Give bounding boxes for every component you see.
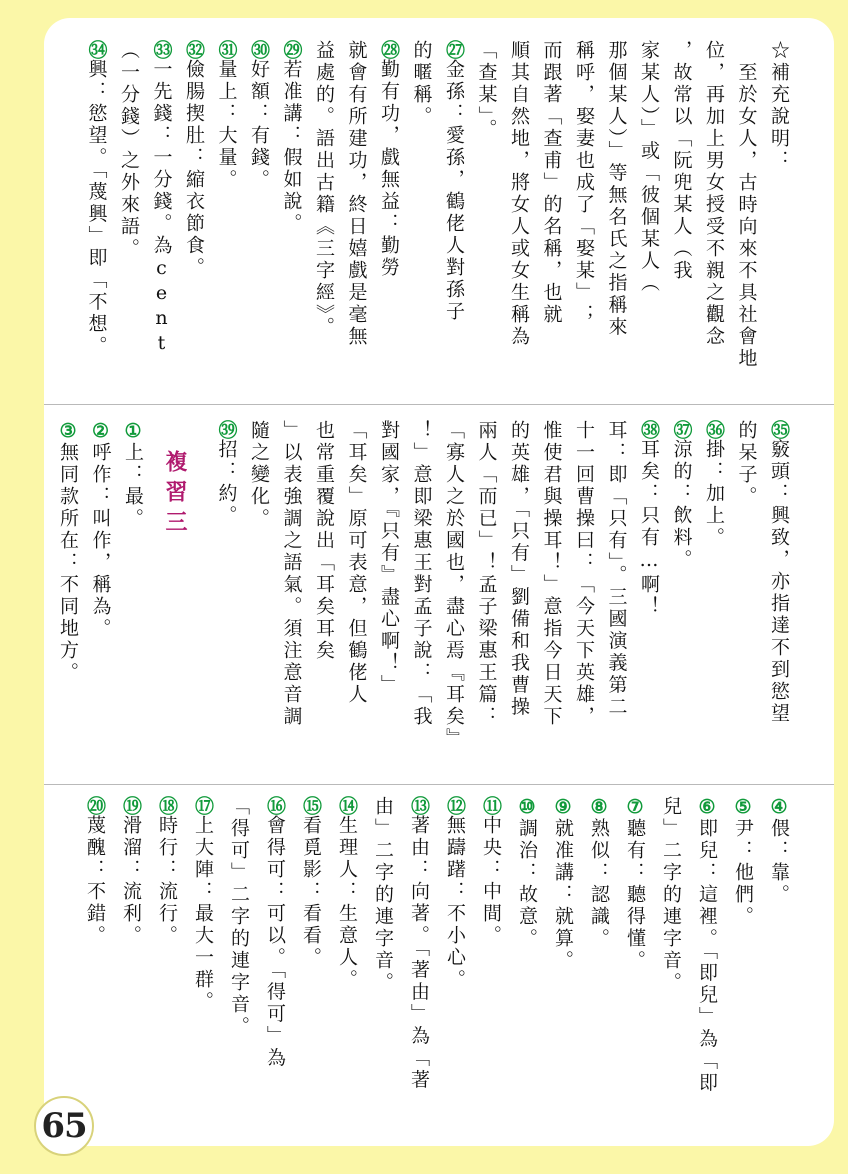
annotation-line: ㊱掛：加上。 (703, 420, 725, 549)
annotation-line: ⑬著由：向著。「著由」為「著 (408, 796, 430, 1092)
annotation-line: 十一回曹操曰：「今天下英雄， (573, 420, 595, 728)
annotation-line: ④偎：靠。 (768, 796, 790, 906)
review-heading: 複習三 (162, 450, 188, 540)
annotation-line: 的呆子。 (735, 420, 758, 508)
item-number: ㊳ (638, 420, 660, 439)
annotation-line: ㉗金孫：愛孫，鶴佬人對孫子 (443, 40, 465, 323)
item-number: ① (122, 420, 144, 442)
annotation-line: ⑧熟似：認識。 (588, 796, 610, 950)
item-number: ② (89, 420, 112, 442)
item-number: ⑧ (588, 796, 610, 818)
annotation-line: 「耳矣」原可表意，但鶴佬人 (345, 420, 368, 706)
annotation-line: ㉘勤有功，戲無益：勤勞 (378, 40, 400, 279)
annotation-line: ⑫無躊躇：不小心。 (444, 796, 466, 991)
annotation-line: 的暱稱。 (410, 40, 433, 128)
item-number: ⑳ (84, 796, 106, 815)
annotation-line: ⑤尹：他們。 (732, 796, 754, 928)
annotation-line: 對國家，『只有』盡心啊！」 (378, 420, 400, 697)
annotation-section-bottom (72, 796, 792, 1096)
annotation-line: 而跟著「查甫」的名稱，也就 (540, 40, 563, 326)
annotation-line: ☆補充說明： (768, 40, 790, 172)
annotation-line: ㊳耳矣：只有…啊！ (638, 420, 660, 618)
annotation-line: 兒」二字的連字音。 (660, 796, 682, 994)
annotation-line: 耳：即「只有」。三國演義第二 (605, 420, 628, 719)
annotation-line: 惟使君與操耳！」意指今日天下 (540, 420, 563, 728)
annotation-line: ⑪中央：中間。 (480, 796, 502, 947)
annotation-line: 那個某人）」等無名氏之指稱來 (605, 40, 628, 339)
item-number: ㊴ (215, 420, 238, 439)
annotation-line: 益處的。語出古籍《三字經》。 (313, 40, 335, 339)
annotation-line: ⑥即兒：這裡。「即兒」為「即 (696, 796, 718, 1095)
annotation-line: ⑰上大陣：最大一群。 (192, 796, 214, 1013)
section-divider-1 (44, 404, 834, 405)
item-number: ⑯ (264, 796, 286, 815)
annotation-line: 「得可」二字的連字音。 (228, 796, 250, 1038)
annotation-line: 的英雄，「只有」劉備和我曹操 (508, 420, 530, 719)
section-divider-2 (44, 784, 834, 785)
annotation-line: 「寡人之於國也，盡心焉『耳矣』 (443, 420, 465, 750)
item-number: ㉗ (443, 40, 465, 59)
item-number: ⑩ (516, 796, 538, 818)
annotation-line: 由」二字的連字音。 (372, 796, 394, 994)
item-number: ㉟ (768, 420, 790, 439)
annotation-line: ①上：最。 (122, 420, 144, 530)
annotation-line: 」以表強調之語氣。須注意音調 (280, 420, 303, 728)
item-number: ㉝ (150, 40, 173, 59)
item-number: ⑤ (732, 796, 754, 818)
annotation-line: 就會有所建功，終日嬉戲是毫無 (345, 40, 368, 348)
annotation-line: ㉙若准講：假如說。 (280, 40, 303, 235)
annotation-line: 隨之變化。 (248, 420, 270, 530)
item-number: ㊱ (703, 420, 725, 439)
annotation-line: ③無同款所在：不同地方。 (57, 420, 79, 684)
annotation-line: 家某人）」或「彼個某人（ (638, 40, 660, 295)
annotation-line: ⑳蔑醜：不錯。 (84, 796, 106, 947)
annotation-line: 「查某」。 (475, 40, 498, 141)
item-number: ③ (57, 420, 79, 442)
item-number: ⑰ (192, 796, 214, 815)
annotation-line: ⑦聽有：聽得懂。 (624, 796, 646, 972)
annotation-line: ㉟竅頭：興致，亦指達不到慾望 (768, 420, 790, 725)
annotation-line: ㉚好額：有錢。 (248, 40, 270, 191)
annotation-line: ，故常以「阮兜某人（我 (670, 40, 693, 282)
annotation-line: 兩人「而已」！孟子梁惠王篇： (475, 420, 498, 728)
item-number: ⑫ (444, 796, 466, 815)
item-number: ⑱ (156, 796, 178, 815)
annotation-line: ㉛量上：大量。 (215, 40, 238, 191)
item-number: ⑨ (552, 796, 574, 818)
item-number: ④ (768, 796, 790, 818)
annotation-line: ⑲滑溜：流利。 (120, 796, 142, 947)
annotation-line: （一分錢）之外來語。 (118, 40, 140, 260)
annotation-line: ⑭生理人：生意人。 (336, 796, 358, 991)
item-number: ㉘ (378, 40, 400, 59)
annotation-line: ！」意即梁惠王對孟子說：「我 (410, 420, 433, 728)
annotation-line: ⑱時行：流行。 (156, 796, 178, 947)
annotation-line: ⑯會得可：可以。「得可」為 (264, 796, 286, 1070)
item-number: ㉙ (280, 40, 303, 59)
item-number: ㉞ (85, 40, 108, 59)
annotation-line: ㊴招：約。 (215, 420, 238, 527)
item-number: ⑲ (120, 796, 142, 815)
item-number: ㉜ (183, 40, 205, 59)
annotation-line: ⑩調治：故意。 (516, 796, 538, 950)
item-number: ⑥ (696, 796, 718, 818)
annotation-line: ㉜儉腸揳肚：縮衣節食。 (183, 40, 205, 279)
annotation-line: 也常重覆說出「耳矣耳矣 (313, 420, 335, 662)
page-number: 65 (34, 1096, 94, 1156)
annotation-line: ⑮看覓影：看看。 (300, 796, 322, 969)
item-number: ㉛ (215, 40, 238, 59)
annotation-section-top (77, 40, 792, 400)
annotation-line: ⑨就准講：就算。 (552, 796, 574, 972)
item-number: ⑪ (480, 796, 502, 815)
item-number: ㉚ (248, 40, 270, 59)
item-number: ⑦ (624, 796, 646, 818)
annotation-line: ㊲涼的：飲料。 (670, 420, 693, 571)
annotation-line: 稱呼，娶妻也成了「娶某」； (573, 40, 595, 326)
annotation-line: ㉝一先錢：一分錢。為cent (150, 40, 173, 357)
item-number: ⑮ (300, 796, 322, 815)
annotation-line: 至於女人，古時向來不具社會地 (735, 40, 758, 370)
annotation-line: ㉞興：慾望。「蔑興」即「不想。 (85, 40, 108, 358)
item-number: ⑭ (336, 796, 358, 815)
item-number: ㊲ (670, 420, 693, 439)
annotation-line: 順其自然地，將女人或女生稱為 (508, 40, 530, 348)
item-number: ⑬ (408, 796, 430, 815)
annotation-section-middle (49, 420, 793, 780)
annotation-line: ②呼作：叫作，稱為。 (89, 420, 112, 640)
annotation-line: 位，再加上男女授受不親之觀念 (703, 40, 725, 348)
